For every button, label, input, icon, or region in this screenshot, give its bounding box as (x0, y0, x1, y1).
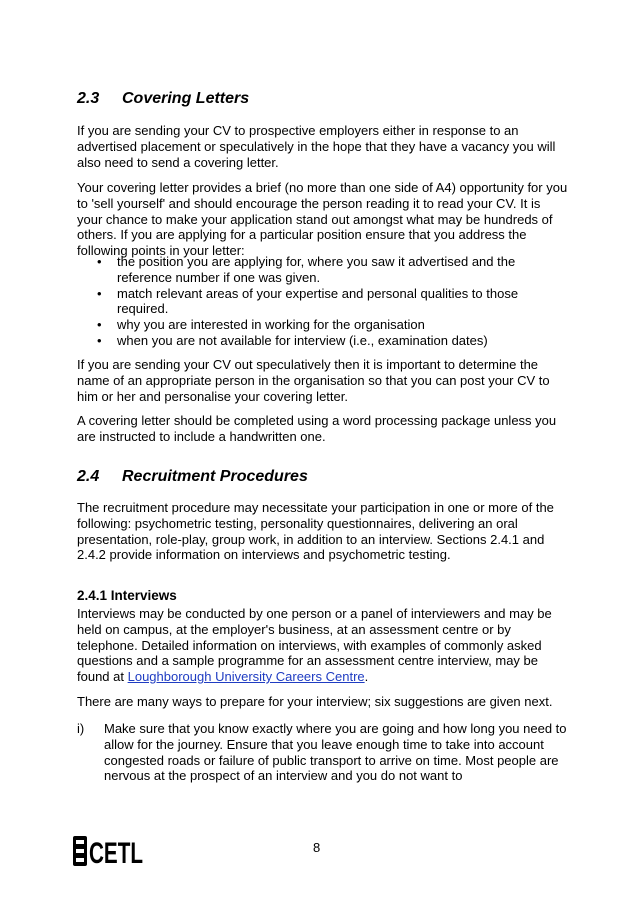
section-heading-2-4 (77, 468, 308, 486)
section-title: Recruitment Procedures (122, 468, 308, 485)
list-item: • why you are interested in working for the organisation (97, 317, 567, 333)
item-text: Make sure that you know exactly where you are going and how long you need to allow for the journey. Ensure that you leave enough time to take into account congested roads or failure of public transport to arrive on time. Most people are nervous at the prospect of an interview and you do not want to (104, 721, 567, 784)
section-number: 2.4 (77, 468, 100, 485)
paragraph: A covering letter should be completed using a word processing package unless you are instructed to include a handwritten one. (77, 413, 557, 444)
paragraph (77, 606, 569, 685)
subsection-heading: 2.4.1 Interviews (77, 588, 177, 603)
section-number: 2.3 (77, 90, 100, 107)
paragraph: The recruitment procedure may necessitate your participation in one or more of the following: psychometric testing, personality questionnaires, delivering an oral presentation, role-play, group work, in addition to an interview. Sections 2.4.1 and 2.4.2 provide information on interviews and psychometric testing. (77, 500, 554, 563)
paragraph-text: Interviews may be conducted by one person or a panel of interviewers and may be held on campus, at the employer's business, at an assessment centre or by telephone. Detailed information on interviews, with examples of commonly asked questions and a sample programme for an assessment centre interview, may be found at (77, 606, 552, 685)
list-item: • the position you are applying for, where you saw it advertised and the reference number if one was given. (97, 254, 567, 286)
list-item: • match relevant areas of your expertise and personal qualities to those required. (97, 286, 567, 318)
paragraph: Your covering letter provides a brief (no more than one side of A4) opportunity for you to 'sell yourself' and should encourage the person reading it to read your CV. It is your chance to make your application stand out amongst what may be hundreds of others. If you are applying for a particular position ensure that you address the following points in your letter: (77, 180, 568, 259)
paragraph: There are many ways to prepare for your interview; six suggestions are given next. (77, 694, 553, 709)
bullet-list (97, 254, 567, 349)
list-item: • when you are not available for interview (i.e., examination dates) (97, 333, 567, 349)
item-marker: i) (77, 721, 85, 736)
paragraph: If you are sending your CV out speculatively then it is important to determine the name of an appropriate person in the organisation so that you can post your CV to him or her and personalise your covering letter. (77, 357, 550, 404)
section-heading-2-3 (77, 90, 249, 108)
paragraph-text: . (364, 669, 369, 685)
cetl-logo (73, 836, 145, 870)
logo-text: CETL (89, 837, 143, 870)
numbered-item (77, 721, 569, 785)
paragraph: If you are sending your CV to prospective employers either in response to an advertised placement or speculatively in the hope that they have a vacancy you will also need to send a covering letter. (77, 123, 556, 170)
careers-centre-link[interactable]: Loughborough University Careers Centre (127, 669, 365, 685)
page-number: 8 (313, 840, 321, 855)
section-title: Covering Letters (122, 90, 250, 107)
